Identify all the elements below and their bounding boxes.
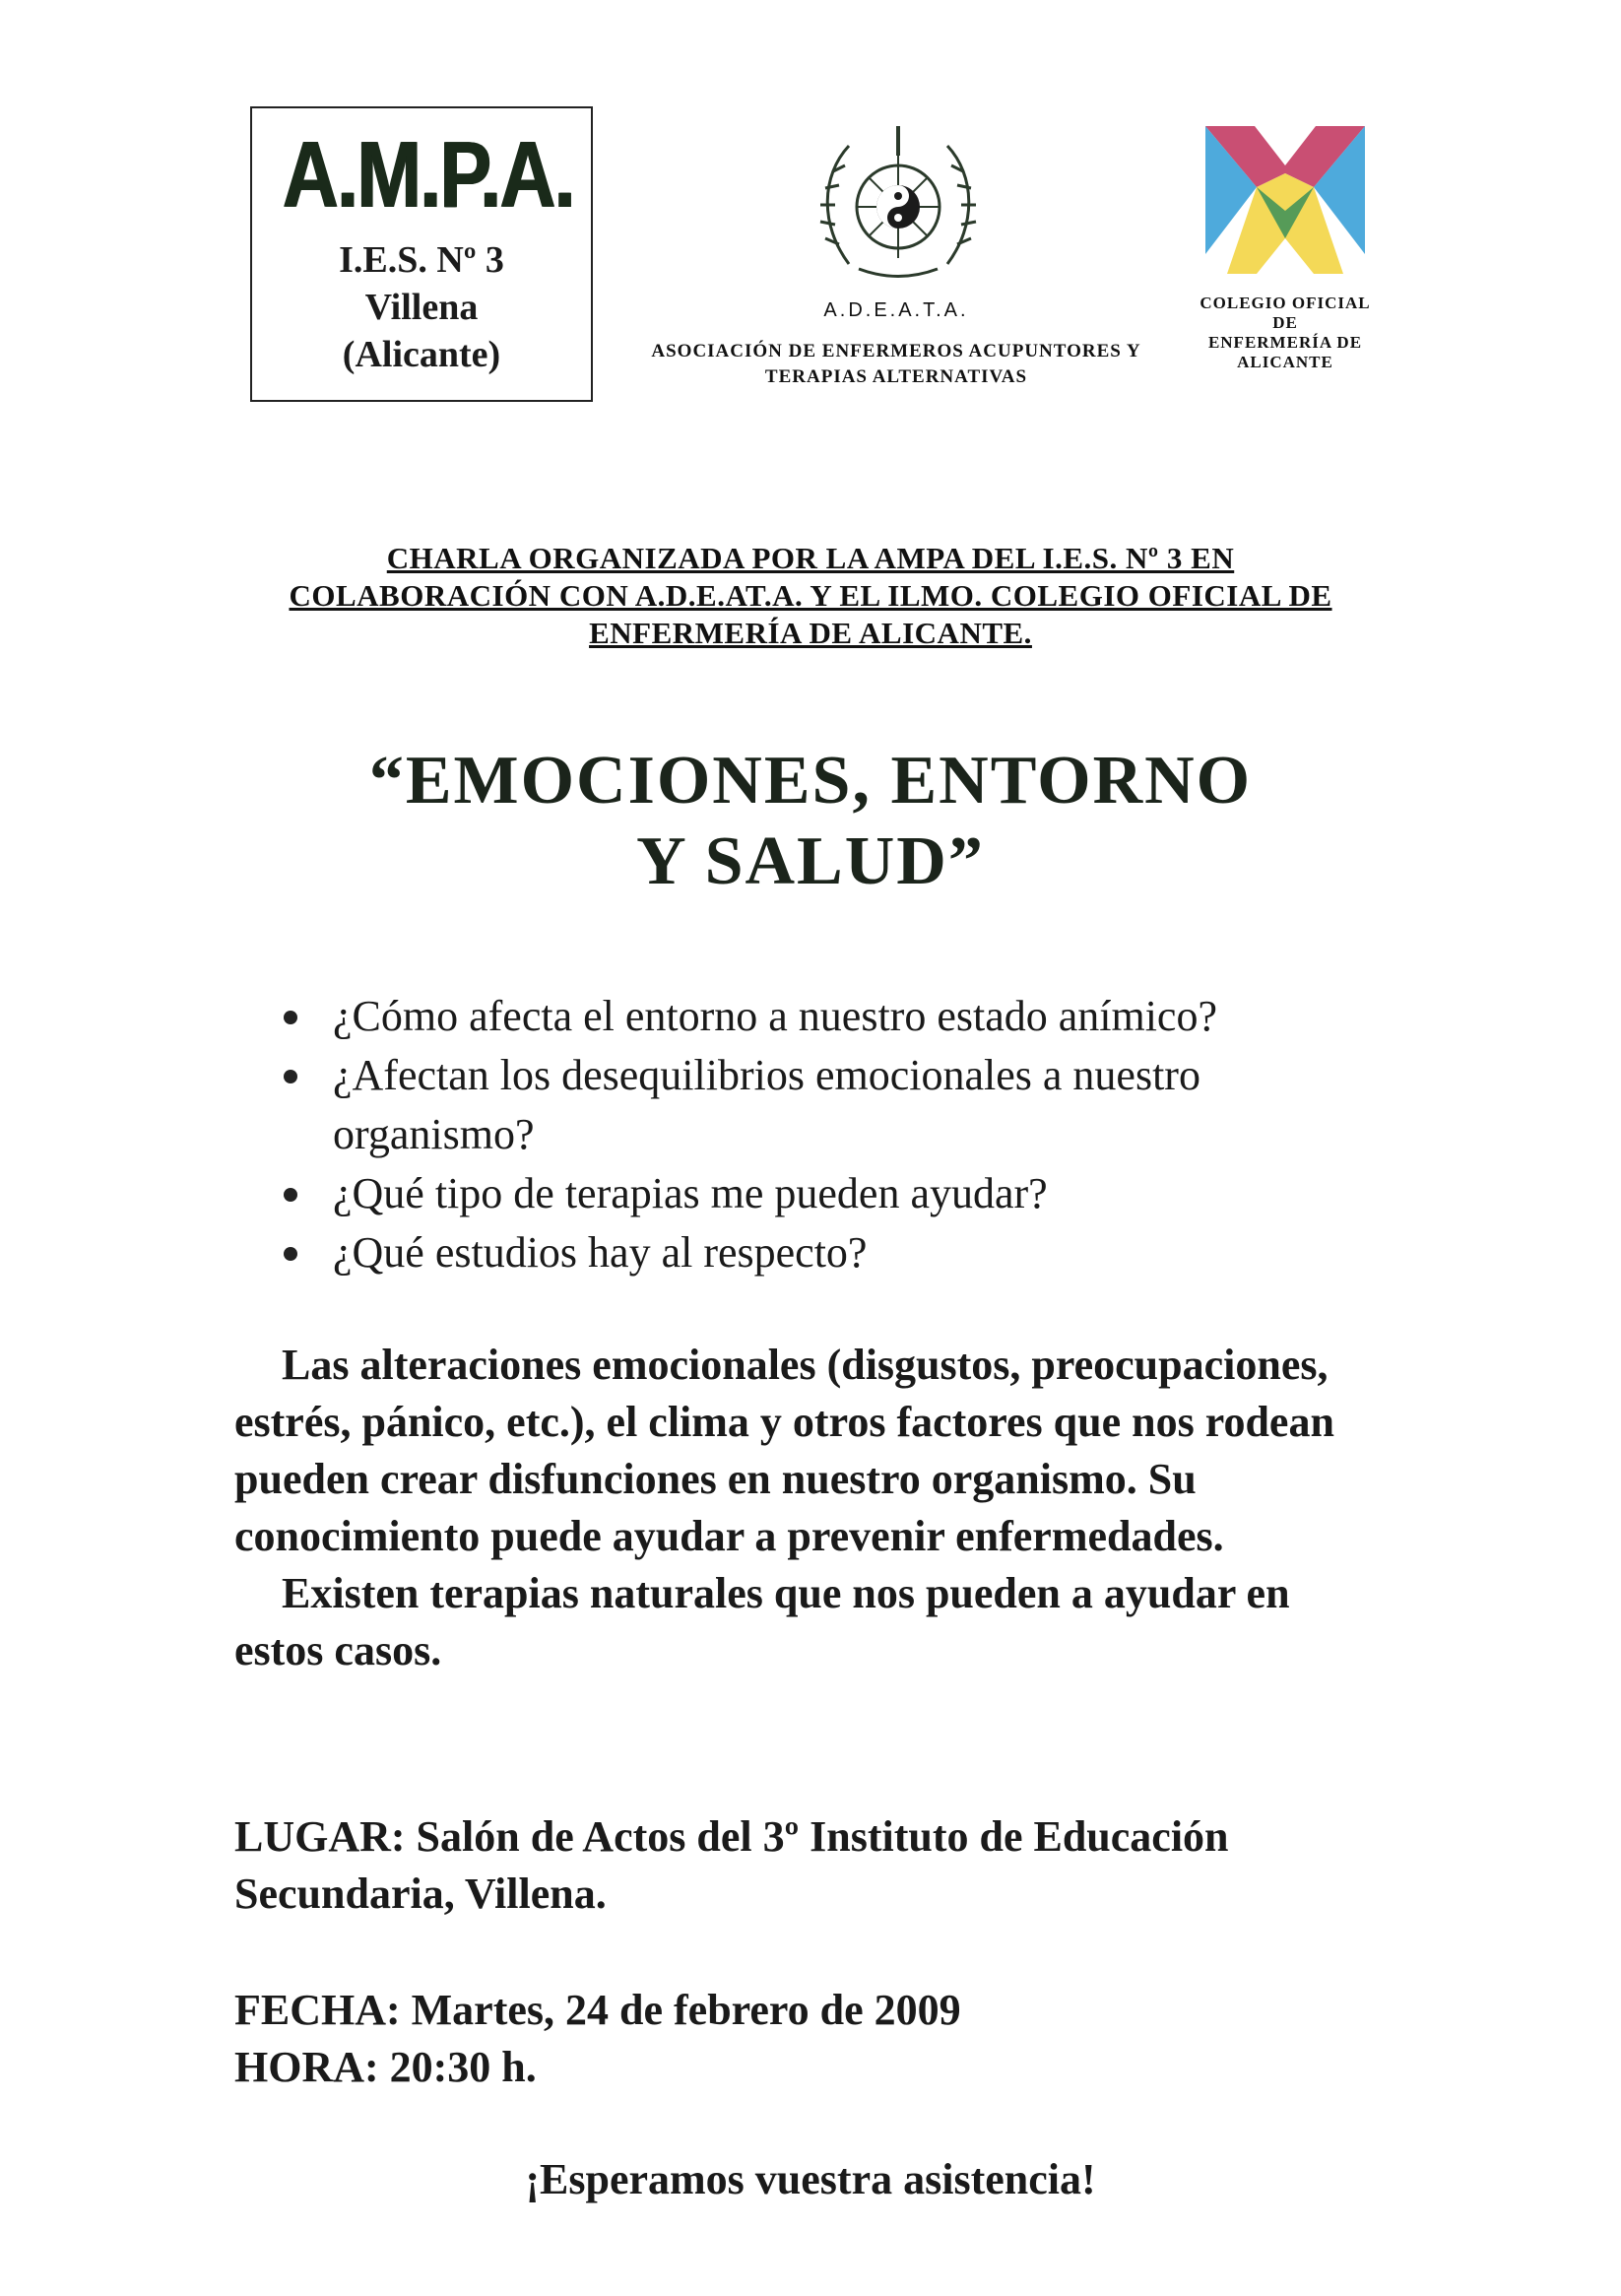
question-text: ¿Qué estudios hay al respecto? — [333, 1228, 868, 1277]
ampa-town: Villena — [364, 287, 479, 328]
adeata-emblem-icon — [810, 116, 987, 284]
title-line: “EMOCIONES, ENTORNO — [368, 743, 1253, 819]
list-item — [276, 1164, 1369, 1223]
body-text — [234, 1337, 1367, 1679]
intro-line: ENFERMERÍA DE ALICANTE. — [589, 616, 1032, 650]
adeata-name-line: TERAPIAS ALTERNATIVAS — [764, 366, 1028, 387]
colegio-name-line: ENFERMERÍA DE — [1207, 333, 1363, 352]
body-paragraph: Las alteraciones emocionales (disgustos, preocupaciones, estrés, pánico, etc.), el clima y otros factores que nos rodean pueden crear disfunciones en nuestro organismo. Su conocimiento puede ayudar a prevenir enfermedades. — [234, 1341, 1334, 1560]
colegio-name-line: COLEGIO OFICIAL — [1200, 294, 1371, 312]
ampa-province: (Alicante) — [342, 334, 501, 375]
intro-heading — [246, 540, 1375, 652]
intro-line: COLABORACIÓN CON A.D.E.AT.A. Y EL ILMO. COLEGIO OFICIAL DE — [289, 578, 1332, 613]
ampa-school: I.E.S. Nº 3 — [339, 239, 504, 281]
event-date: FECHA: Martes, 24 de febrero de 2009 — [234, 1986, 961, 2034]
bullet-icon — [284, 1188, 297, 1202]
event-date-time — [234, 1982, 1367, 2096]
ampa-logo: A.M.P.A. — [282, 122, 574, 228]
bullet-icon — [284, 1070, 297, 1083]
colegio-name — [1182, 294, 1389, 372]
list-item — [276, 1046, 1369, 1164]
bullet-icon — [284, 1011, 297, 1024]
question-text: ¿Qué tipo de terapias me pueden ayudar? — [333, 1169, 1048, 1217]
adeata-abbreviation: A.D.E.A.T.A. — [823, 299, 969, 321]
talk-title — [246, 741, 1375, 902]
event-time: HORA: 20:30 h. — [234, 2043, 537, 2091]
ampa-logo-box — [250, 106, 593, 402]
question-text: ¿Afectan los desequilibrios emocionales a nuestro organismo? — [333, 1051, 1200, 1158]
question-text: ¿Cómo afecta el entorno a nuestro estado anímico? — [333, 992, 1217, 1040]
adeata-name-line: ASOCIACIÓN DE ENFERMEROS ACUPUNTORES Y — [651, 341, 1141, 361]
event-place: LUGAR: Salón de Actos del 3º Instituto de Educación Secundaria, Villena. — [234, 1812, 1229, 1918]
body-paragraph: Existen terapias naturales que nos pueden a ayudar en estos casos. — [234, 1569, 1290, 1674]
intro-line: CHARLA ORGANIZADA POR LA AMPA DEL I.E.S. Nº 3 EN — [386, 541, 1235, 575]
colegio-name-line: DE — [1272, 313, 1298, 332]
closing-message: ¡Esperamos vuestra asistencia! — [525, 2155, 1096, 2203]
colegio-logo-icon — [1196, 116, 1375, 284]
list-item — [276, 1223, 1369, 1282]
adeata-full-name — [611, 339, 1182, 390]
colegio-name-line: ALICANTE — [1237, 353, 1333, 371]
bullet-icon — [284, 1247, 297, 1261]
title-line: Y SALUD” — [636, 823, 985, 899]
question-list — [276, 987, 1369, 1282]
list-item — [276, 987, 1369, 1046]
